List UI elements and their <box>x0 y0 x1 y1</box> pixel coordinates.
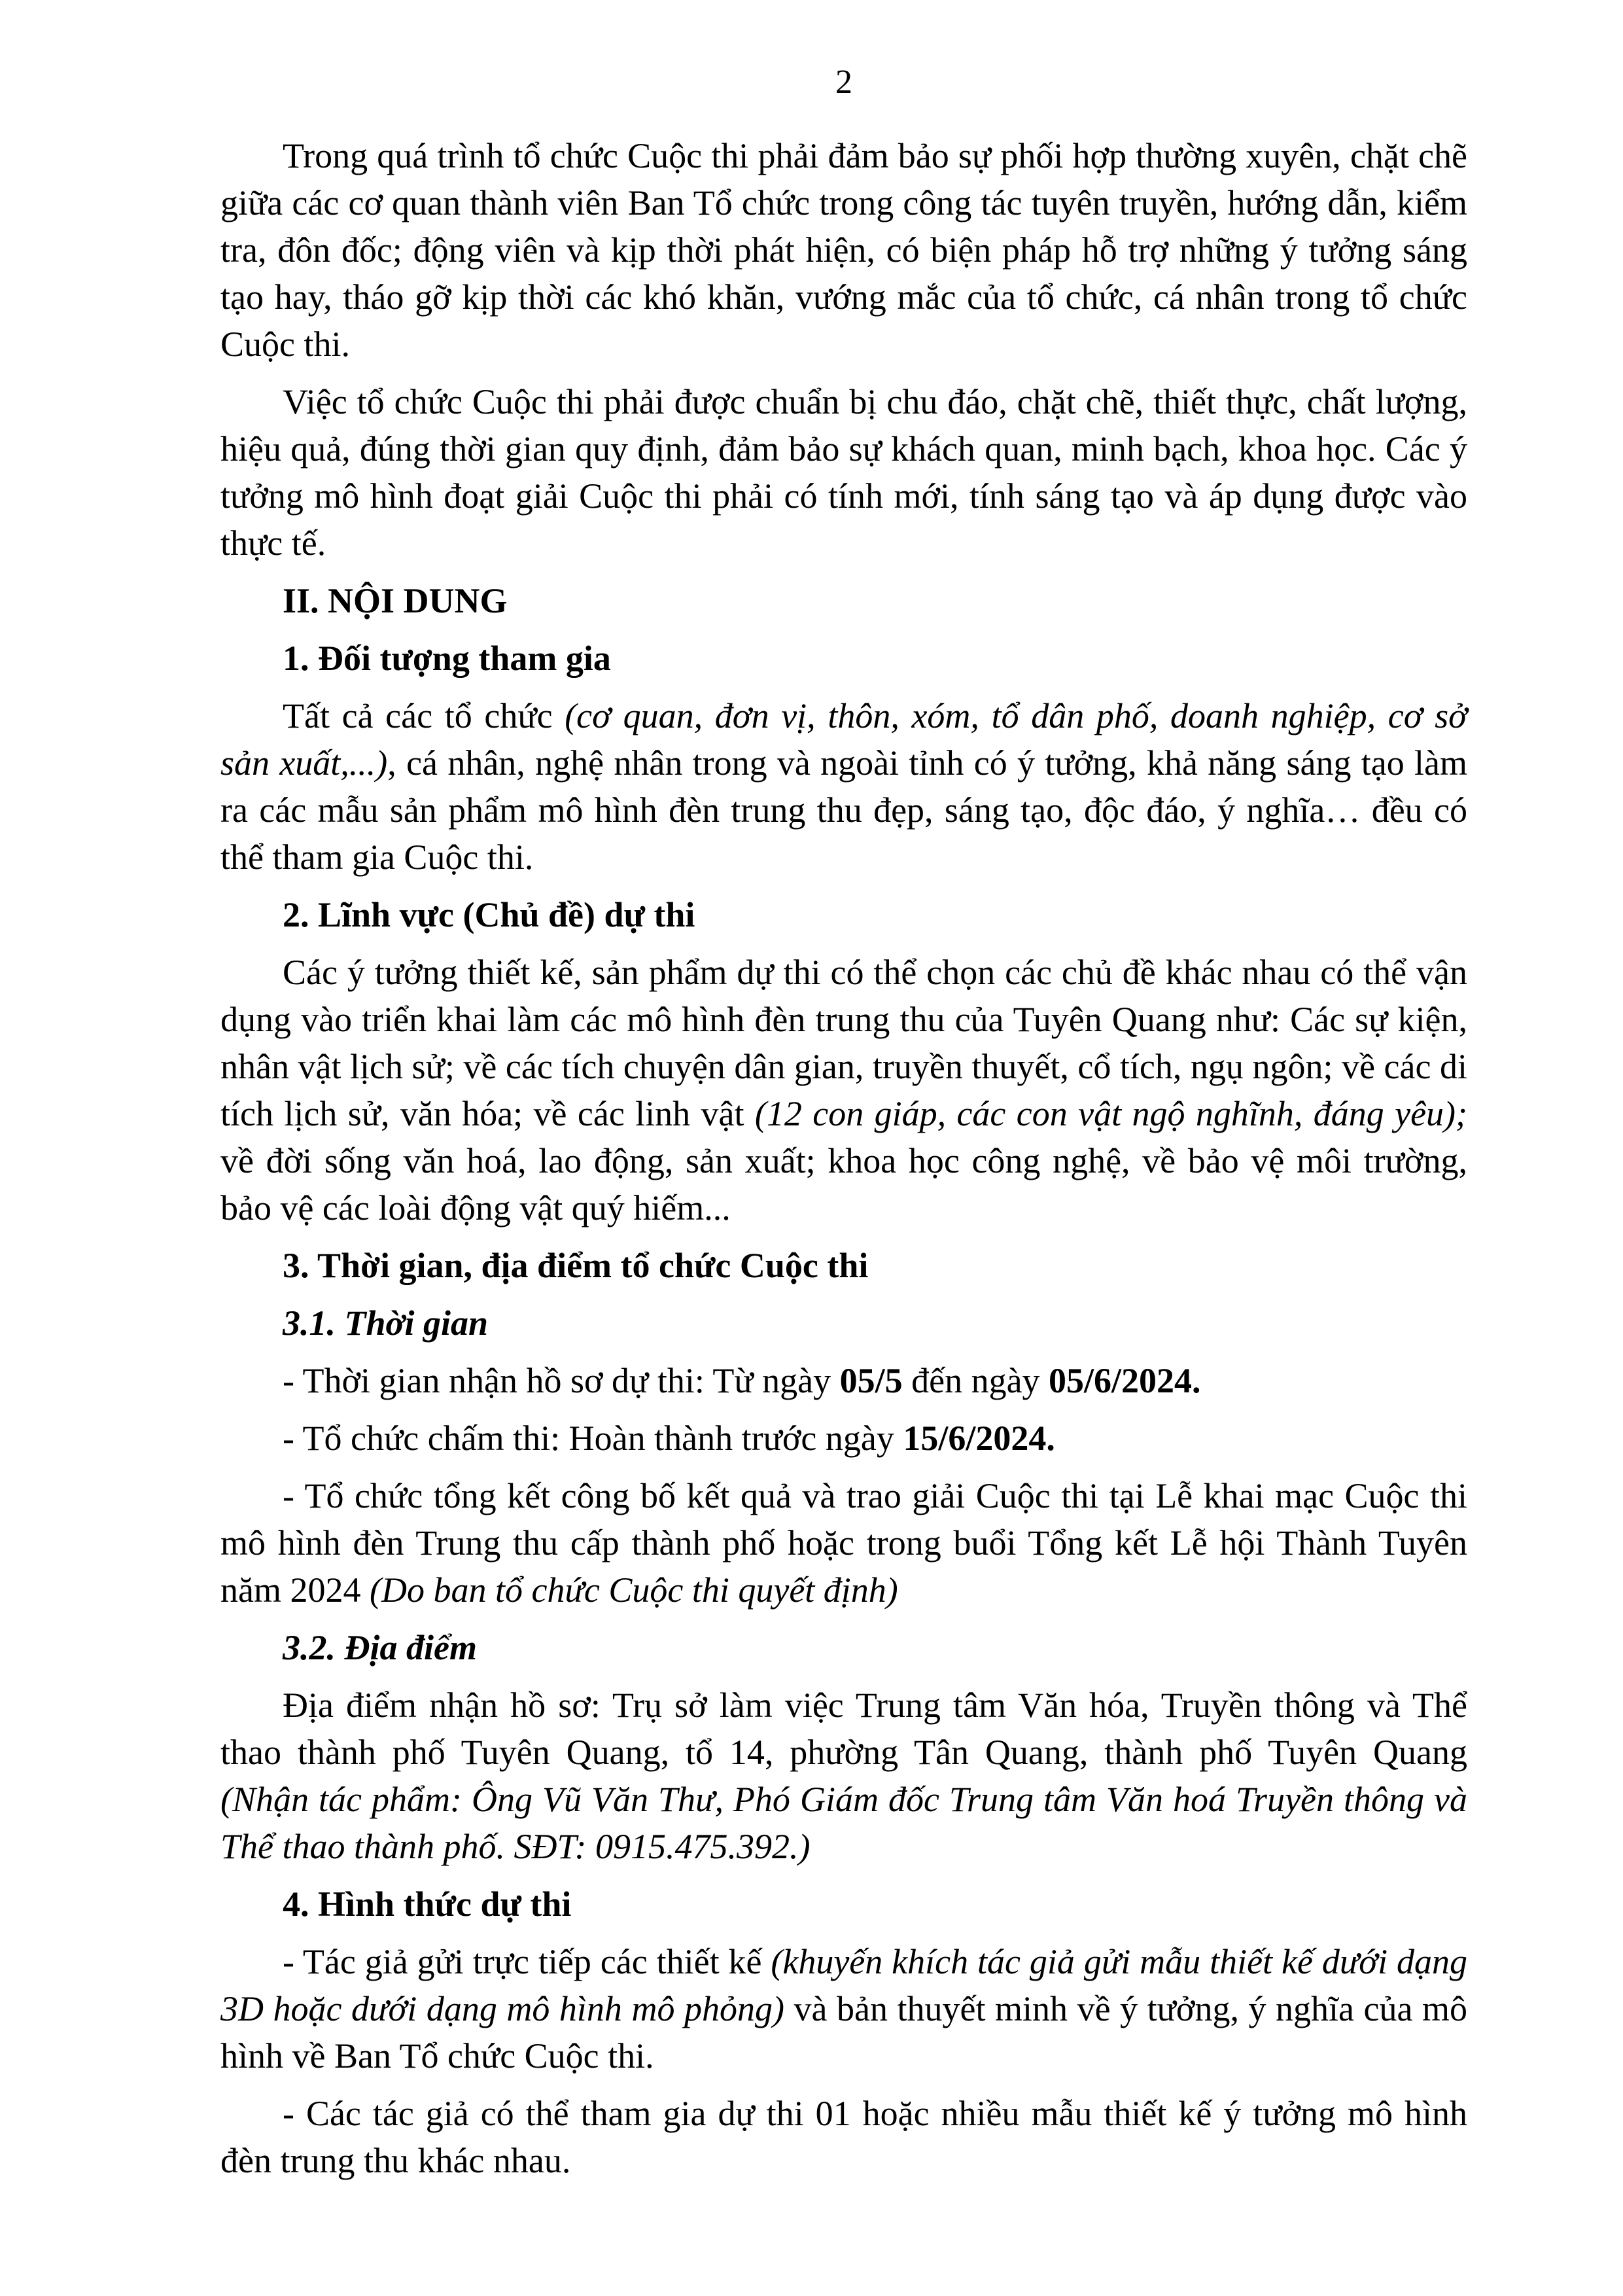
text-run-italic: (12 con giáp, các con vật ngộ nghĩnh, đáng yêu); <box>754 1094 1467 1133</box>
document-body <box>220 132 1467 2184</box>
text-run-normal: và bản thuyết minh về ý tưởng, ý nghĩa của mô hình về Ban Tổ chức Cuộc thi. <box>220 1989 1468 2075</box>
text-run-bold-italic: 3.2. Địa điểm <box>283 1628 477 1667</box>
bullet-tac-gia-gui-thiet-ke <box>220 1938 1467 2079</box>
paragraph-coordination <box>220 132 1467 368</box>
text-run-normal: - Tổ chức tổng kết công bố kết quả và trao giải Cuộc thi tại Lễ khai mạc Cuộc thi mô hình đèn Trung thu cấp thành phố hoặc trong buổi Tổng kết Lễ hội Thành Tuyên năm 2024 <box>220 1476 1467 1610</box>
paragraph-linh-vuc <box>220 949 1467 1231</box>
heading-3-1-thoi-gian <box>220 1299 1467 1347</box>
page-number: 2 <box>835 63 852 101</box>
heading-3-2-dia-diem <box>220 1624 1467 1671</box>
text-run-normal: Tất cả các tổ chức <box>283 696 565 735</box>
heading-3-thoi-gian-dia-diem <box>220 1242 1467 1289</box>
text-run-italic: (Do ban tổ chức Cuộc thi quyết định) <box>369 1570 898 1610</box>
bullet-to-chuc-cham-thi <box>220 1415 1467 1462</box>
heading-2-linh-vuc-du-thi <box>220 891 1467 938</box>
text-run-normal: Trong quá trình tổ chức Cuộc thi phải đảm bảo sự phối hợp thường xuyên, chặt chẽ giữa các cơ quan thành viên Ban Tổ chức trong công tác tuyên truyền, hướng dẫn, kiểm tra, đôn đốc; động viên và kịp thời phát hiện, có biện pháp hỗ trợ những ý tưởng sáng tạo hay, tháo gỡ kịp thời các khó khăn, vướng mắc của tổ chức, cá nhân trong tổ chức Cuộc thi. <box>220 136 1467 364</box>
text-run-normal: - Tác giả gửi trực tiếp các thiết kế <box>283 1942 771 1981</box>
text-run-normal: Địa điểm nhận hồ sơ: Trụ sở làm việc Trung tâm Văn hóa, Truyền thông và Thể thao thành phố Tuyên Quang, tổ 14, phường Tân Quang, thành phố Tuyên Quang <box>220 1686 1467 1772</box>
text-run-bold: 1. Đối tượng tham gia <box>283 639 611 678</box>
text-run-bold: 4. Hình thức dự thi <box>283 1884 572 1924</box>
text-run-normal: Việc tổ chức Cuộc thi phải được chuẩn bị chu đáo, chặt chẽ, thiết thực, chất lượng, hiệu quả, đúng thời gian quy định, đảm bảo sự khách quan, minh bạch, khoa học. Các ý tưởng mô hình đoạt giải Cuộc thi phải có tính mới, tính sáng tạo và áp dụng được vào thực tế. <box>220 382 1467 563</box>
text-run-bold: 05/6/2024. <box>1049 1361 1201 1400</box>
paragraph-dia-diem-nhan-ho-so <box>220 1682 1467 1870</box>
text-run-normal: - Thời gian nhận hồ sơ dự thi: Từ ngày <box>283 1361 840 1400</box>
text-run-bold-italic: 3.1. Thời gian <box>283 1303 489 1343</box>
text-run-normal: Các ý tưởng thiết kế, sản phẩm dự thi có thể chọn các chủ đề khác nhau có thể vận dụng vào triển khai làm các mô hình đèn trung thu của Tuyên Quang như: Các sự kiện, nhân vật lịch sử; về các tích chuyện dân gian, truyền thuyết, cổ tích, ngụ ngôn; về các di tích lịch sử, văn hóa; về các linh vật <box>220 953 1467 1133</box>
text-run-bold: 3. Thời gian, địa điểm tổ chức Cuộc thi <box>283 1246 869 1285</box>
bullet-thoi-gian-nhan-ho-so <box>220 1357 1467 1404</box>
text-run-normal: - Tổ chức chấm thi: Hoàn thành trước ngày <box>283 1419 903 1458</box>
text-run-bold: 05/5 <box>839 1361 903 1400</box>
bullet-tong-ket-trao-giai <box>220 1472 1467 1614</box>
text-run-italic: (cơ quan, đơn vị, thôn, xóm, tổ dân phố, doanh nghiệp, cơ sở sản xuất,...) <box>220 696 1467 783</box>
heading-ii-noi-dung <box>220 577 1467 624</box>
heading-4-hinh-thuc-du-thi <box>220 1881 1467 1928</box>
text-run-bold: 2. Lĩnh vực (Chủ đề) dự thi <box>283 895 695 934</box>
text-run-italic: (Nhận tác phẩm: Ông Vũ Văn Thư, Phó Giám đốc Trung tâm Văn hoá Truyền thông và Thể thao thành phố. SĐT: 0915.475.392.) <box>220 1780 1467 1866</box>
text-run-normal: đến ngày <box>902 1361 1049 1400</box>
paragraph-doi-tuong <box>220 692 1467 881</box>
text-run-normal: - Các tác giả có thể tham gia dự thi 01 hoặc nhiều mẫu thiết kế ý tưởng mô hình đèn trung thu khác nhau. <box>220 2094 1467 2180</box>
text-run-bold: 15/6/2024. <box>903 1419 1055 1458</box>
text-run-normal: , cá nhân, nghệ nhân trong và ngoài tỉnh có ý tưởng, khả năng sáng tạo làm ra các mẫu sản phẩm mô hình đèn trung thu đẹp, sáng tạo, độc đáo, ý nghĩa… đều có thể tham gia Cuộc thi. <box>220 743 1468 877</box>
heading-1-doi-tuong-tham-gia <box>220 635 1467 682</box>
text-run-bold: II. NỘI DUNG <box>283 581 508 620</box>
paragraph-preparation <box>220 378 1467 567</box>
text-run-italic: (khuyến khích tác giả gửi mẫu thiết kế dưới dạng 3D hoặc dưới dạng mô hình mô phỏng) <box>220 1942 1467 2028</box>
bullet-so-luong-mau-du-thi <box>220 2090 1467 2184</box>
text-run-normal: về đời sống văn hoá, lao động, sản xuất; khoa học công nghệ, về bảo vệ môi trường, bảo vệ các loài động vật quý hiếm... <box>220 1141 1467 1227</box>
